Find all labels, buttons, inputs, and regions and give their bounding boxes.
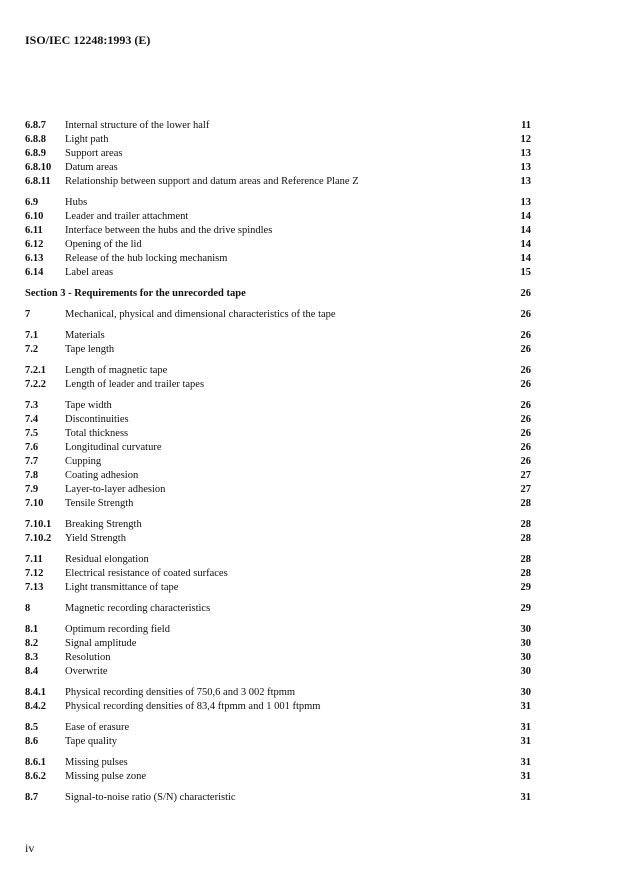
page-header: ISO/IEC 12248:1993 (E) <box>25 33 151 47</box>
toc-entry-number: 8.1 <box>25 624 39 635</box>
toc-entry-number: 8.2 <box>25 638 39 649</box>
toc-entry-title: Cupping <box>65 456 102 467</box>
toc-entry-page: 28 <box>520 568 531 579</box>
toc-entry-page: 26 <box>520 344 531 355</box>
toc-entry-title: Missing pulses <box>65 757 128 768</box>
toc-entry-page: 30 <box>520 652 531 663</box>
table-of-contents <box>25 119 531 805</box>
toc-entry <box>25 623 531 637</box>
toc-entry-page: 26 <box>520 365 531 376</box>
toc-entry-title: Layer-to-layer adhesion <box>65 484 166 495</box>
page-number-footer: iv <box>25 841 35 855</box>
toc-entry-number: 8.6 <box>25 736 39 747</box>
toc-entry <box>25 161 531 175</box>
toc-entry-number: 7.12 <box>25 568 44 579</box>
toc-entry-page: 28 <box>520 533 531 544</box>
toc-entry-number: 6.12 <box>25 239 44 250</box>
toc-entry-title: Length of leader and trailer tapes <box>65 379 205 390</box>
toc-entry-title: Total thickness <box>65 428 129 439</box>
toc-entry <box>25 238 531 252</box>
toc-entry-page: 26 <box>520 442 531 453</box>
toc-entry-page: 14 <box>520 225 531 236</box>
toc-entry-number: 7.1 <box>25 330 39 341</box>
toc-entry-page: 11 <box>521 120 531 131</box>
toc-entry-number: 8.4 <box>25 666 39 677</box>
toc-entry-page: 31 <box>520 736 531 747</box>
toc-entry-title: Tensile Strength <box>65 498 134 509</box>
toc-entry-title: Magnetic recording characteristics <box>65 603 211 614</box>
toc-entry-number: 6.13 <box>25 253 44 264</box>
toc-entry-number: 7.2.1 <box>25 365 46 376</box>
toc-entry-page: 26 <box>520 414 531 425</box>
toc-entry-title: Support areas <box>65 148 123 159</box>
toc-entry <box>25 343 531 357</box>
toc-entry-title: Opening of the lid <box>65 239 142 250</box>
toc-entry-number: 7.5 <box>25 428 39 439</box>
toc-entry-title: Relationship between support and datum areas and Reference Plane Z <box>65 176 359 187</box>
toc-entry-page: 14 <box>520 211 531 222</box>
toc-entry-number: 7.2 <box>25 344 39 355</box>
toc-entry <box>25 567 531 581</box>
toc-entry <box>25 665 531 679</box>
toc-entry <box>25 329 531 343</box>
toc-entry-number: 7.11 <box>25 554 43 565</box>
toc-entry-number: 7.10 <box>25 498 44 509</box>
toc-entry-title: Coating adhesion <box>65 470 139 481</box>
toc-entry-page: 27 <box>520 470 531 481</box>
toc-entry <box>25 532 531 546</box>
toc-entry <box>25 770 531 784</box>
toc-entry-number: 7.13 <box>25 582 44 593</box>
toc-entry <box>25 224 531 238</box>
toc-entry-number: 8.4.1 <box>25 687 46 698</box>
toc-entry-title: Optimum recording field <box>65 624 170 635</box>
toc-entry-title: Missing pulse zone <box>65 771 147 782</box>
toc-entry <box>25 721 531 735</box>
toc-entry-page: 14 <box>520 253 531 264</box>
toc-entry-page: 14 <box>520 239 531 250</box>
toc-entry-page: 26 <box>520 428 531 439</box>
toc-entry-number: 7.10.2 <box>25 533 52 544</box>
toc-entry-title: Physical recording densities of 83,4 ftpmm and 1 001 ftpmm <box>65 701 321 712</box>
toc-entry <box>25 735 531 749</box>
toc-entry-page: 26 <box>520 288 531 299</box>
toc-entry-number: 7.6 <box>25 442 39 453</box>
toc-entry-page: 30 <box>520 624 531 635</box>
toc-entry <box>25 441 531 455</box>
toc-entry-title: Overwrite <box>65 666 108 677</box>
toc-entry-title: Interface between the hubs and the drive spindles <box>65 225 273 236</box>
toc-entry-page: 31 <box>520 757 531 768</box>
toc-entry-page: 26 <box>520 330 531 341</box>
toc-entry-page: 29 <box>520 603 531 614</box>
toc-entry <box>25 147 531 161</box>
toc-entry-number: 7.10.1 <box>25 519 52 530</box>
toc-entry-number: 7.9 <box>25 484 39 495</box>
toc-entry-number: 7.8 <box>25 470 39 481</box>
toc-entry-title: Leader and trailer attachment <box>65 211 189 222</box>
toc-entry-title: Breaking Strength <box>65 519 142 530</box>
toc-entry-page: 28 <box>520 554 531 565</box>
toc-entry-page: 13 <box>520 197 531 208</box>
toc-entry <box>25 497 531 511</box>
toc-entry-title: Tape quality <box>65 736 118 747</box>
toc-entry-title: Mechanical, physical and dimensional characteristics of the tape <box>65 309 336 320</box>
toc-entry-page: 30 <box>520 687 531 698</box>
toc-entry-number: 8.6.2 <box>25 771 46 782</box>
toc-entry-page: 26 <box>520 400 531 411</box>
toc-entry-page: 12 <box>520 134 531 145</box>
toc-entry-page: 30 <box>520 666 531 677</box>
toc-entry <box>25 364 531 378</box>
toc-entry-title: Resolution <box>65 652 111 663</box>
toc-entry <box>25 210 531 224</box>
toc-entry-title: Materials <box>65 330 105 341</box>
toc-entry-number: 6.8.11 <box>25 176 51 187</box>
toc-entry <box>25 791 531 805</box>
toc-entry-number: 7.4 <box>25 414 39 425</box>
toc-entry <box>25 637 531 651</box>
toc-entry-title: Label areas <box>65 267 114 278</box>
toc-entry-title: Length of magnetic tape <box>65 365 168 376</box>
toc-entry-title: Release of the hub locking mechanism <box>65 253 228 264</box>
toc-entry-number: 8.6.1 <box>25 757 46 768</box>
toc-entry-page: 13 <box>520 148 531 159</box>
toc-entry-title: Electrical resistance of coated surfaces <box>65 568 228 579</box>
toc-entry-number: 6.8.8 <box>25 134 46 145</box>
toc-entry <box>25 133 531 147</box>
toc-entry-number: 8.5 <box>25 722 39 733</box>
toc-entry-page: 13 <box>520 176 531 187</box>
toc-entry-page: 28 <box>520 519 531 530</box>
toc-entry <box>25 252 531 266</box>
toc-section-heading <box>25 287 531 301</box>
toc-section-title: Section 3 - Requirements for the unrecorded tape <box>25 288 246 299</box>
toc-entry-page: 13 <box>520 162 531 173</box>
toc-entry-title: Discontinuities <box>65 414 129 425</box>
toc-entry-title: Physical recording densities of 750,6 and 3 002 ftpmm <box>65 687 296 698</box>
toc-entry <box>25 196 531 210</box>
toc-entry <box>25 651 531 665</box>
toc-entry <box>25 483 531 497</box>
toc-entry-number: 6.9 <box>25 197 39 208</box>
toc-entry <box>25 413 531 427</box>
toc-entry-title: Internal structure of the lower half <box>65 120 210 131</box>
toc-entry-page: 31 <box>520 771 531 782</box>
toc-entry <box>25 175 531 189</box>
toc-entry-title: Light path <box>65 134 109 145</box>
toc-entry-page: 26 <box>520 456 531 467</box>
toc-entry <box>25 119 531 133</box>
toc-entry <box>25 686 531 700</box>
toc-entry <box>25 427 531 441</box>
toc-entry-page: 31 <box>520 722 531 733</box>
toc-entry-number: 8.7 <box>25 792 39 803</box>
toc-entry-title: Datum areas <box>65 162 118 173</box>
toc-entry-page: 27 <box>520 484 531 495</box>
toc-entry-number: 6.8.9 <box>25 148 46 159</box>
toc-entry-page: 31 <box>520 792 531 803</box>
toc-entry <box>25 399 531 413</box>
toc-entry-page: 28 <box>520 498 531 509</box>
toc-entry <box>25 602 531 616</box>
toc-entry-title: Ease of erasure <box>65 722 130 733</box>
toc-entry <box>25 308 531 322</box>
toc-entry-title: Hubs <box>65 197 88 208</box>
toc-entry-number: 6.8.7 <box>25 120 46 131</box>
toc-entry-number: 7.7 <box>25 456 39 467</box>
toc-entry-page: 26 <box>520 309 531 320</box>
toc-entry-number: 6.14 <box>25 267 44 278</box>
toc-entry-number: 6.8.10 <box>25 162 52 173</box>
toc-entry-number: 8.4.2 <box>25 701 46 712</box>
toc-entry-page: 29 <box>520 582 531 593</box>
toc-entry-number: 8 <box>25 603 31 614</box>
toc-entry <box>25 266 531 280</box>
toc-entry-number: 7.3 <box>25 400 39 411</box>
toc-entry-title: Yield Strength <box>65 533 126 544</box>
toc-entry <box>25 553 531 567</box>
toc-entry-title: Tape length <box>65 344 115 355</box>
toc-entry-number: 6.11 <box>25 225 43 236</box>
toc-entry-title: Signal amplitude <box>65 638 137 649</box>
toc-entry-page: 26 <box>520 379 531 390</box>
toc-entry-title: Longitudinal curvature <box>65 442 162 453</box>
toc-entry-page: 30 <box>520 638 531 649</box>
toc-entry <box>25 581 531 595</box>
toc-entry-title: Light transmittance of tape <box>65 582 179 593</box>
toc-entry <box>25 455 531 469</box>
toc-entry <box>25 378 531 392</box>
toc-entry-page: 15 <box>520 267 531 278</box>
toc-entry-page: 31 <box>520 701 531 712</box>
toc-entry <box>25 518 531 532</box>
toc-entry-number: 8.3 <box>25 652 39 663</box>
toc-entry <box>25 700 531 714</box>
toc-entry-number: 6.10 <box>25 211 44 222</box>
toc-entry-title: Tape width <box>65 400 112 411</box>
toc-entry-number: 7.2.2 <box>25 379 46 390</box>
toc-entry-title: Signal-to-noise ratio (S/N) characteristic <box>65 792 236 803</box>
toc-entry-number: 7 <box>25 309 31 320</box>
toc-entry <box>25 469 531 483</box>
toc-entry <box>25 756 531 770</box>
toc-entry-title: Residual elongation <box>65 554 149 565</box>
